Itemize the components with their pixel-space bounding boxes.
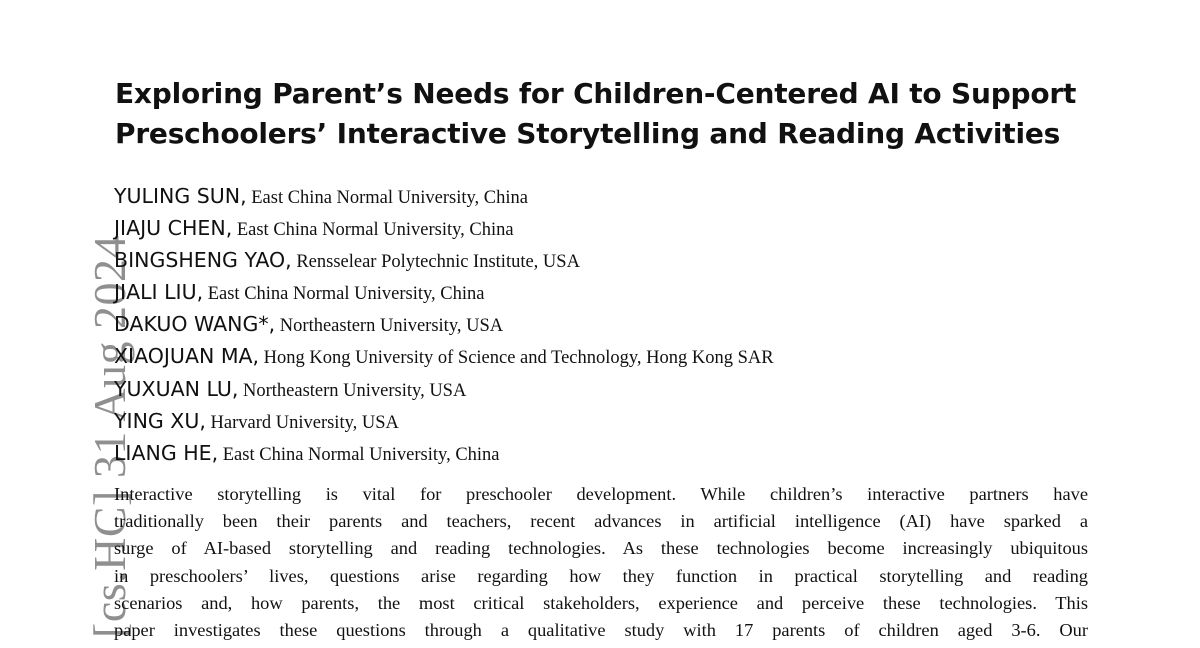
author-affiliation: East China Normal University, China xyxy=(203,284,485,305)
author-entry xyxy=(114,406,1114,438)
abstract-line: scenarios and, how parents, the most critical stakeholders, experience and perceive these technologies. This xyxy=(114,592,1088,613)
abstract-line: in preschoolers’ lives, questions arise regarding how they function in practical storytelling and reading xyxy=(114,565,1088,586)
author-affiliation: Northeastern University, USA xyxy=(275,316,504,337)
arxiv-identifier: [cs.HC] 31 Aug 2024 xyxy=(84,234,135,638)
title-line-2: Preschoolers’ Interactive Storytelling and Reading Activities xyxy=(115,117,1061,150)
author-name: JIAJU CHEN, xyxy=(114,216,233,241)
author-affiliation: East China Normal University, China xyxy=(218,444,500,465)
author-name: BINGSHENG YAO, xyxy=(114,248,292,273)
abstract-line: Interactive storytelling is vital for preschooler development. While children’s interactive partners have xyxy=(114,484,1088,504)
abstract-line: paper investigates these questions through a qualitative study with 17 parents of children aged 3-6. Our xyxy=(114,619,1088,640)
author-entry xyxy=(114,277,1114,309)
author-name: DAKUO WANG*, xyxy=(114,312,276,337)
author-name: YING XU, xyxy=(114,408,206,433)
author-affiliation: East China Normal University, China xyxy=(246,188,529,208)
author-entry xyxy=(114,374,1114,406)
paper-title xyxy=(115,74,1105,154)
author-name: YULING SUN, xyxy=(114,184,247,208)
author-list xyxy=(114,181,1114,470)
title-line-1: Exploring Parent’s Needs for Children-Centered AI to Support xyxy=(115,77,1077,110)
author-affiliation: Northeastern University, USA xyxy=(238,380,467,401)
author-name: JIALI LIU, xyxy=(114,280,204,305)
author-affiliation: Hong Kong University of Science and Technology, Hong Kong SAR xyxy=(259,348,774,369)
author-entry xyxy=(114,438,1114,470)
author-entry xyxy=(114,213,1114,245)
author-entry xyxy=(114,341,1114,373)
author-name: LIANG HE, xyxy=(114,440,219,465)
author-affiliation: East China Normal University, China xyxy=(232,220,514,241)
author-name: YUXUAN LU, xyxy=(114,376,239,401)
author-affiliation: Harvard University, USA xyxy=(205,412,399,433)
abstract-line: surge of AI-based storytelling and reading technologies. As these technologies become increasingly ubiquitous xyxy=(114,538,1088,559)
abstract xyxy=(114,481,1088,644)
author-name: XIAOJUAN MA, xyxy=(114,344,260,369)
abstract-line: traditionally been their parents and teachers, recent advances in artificial intelligence (AI) have sparked a xyxy=(114,511,1088,532)
author-affiliation: Rensselear Polytechnic Institute, USA xyxy=(291,252,580,273)
author-entry xyxy=(114,309,1114,341)
author-entry xyxy=(114,245,1114,277)
author-entry xyxy=(114,181,1114,213)
